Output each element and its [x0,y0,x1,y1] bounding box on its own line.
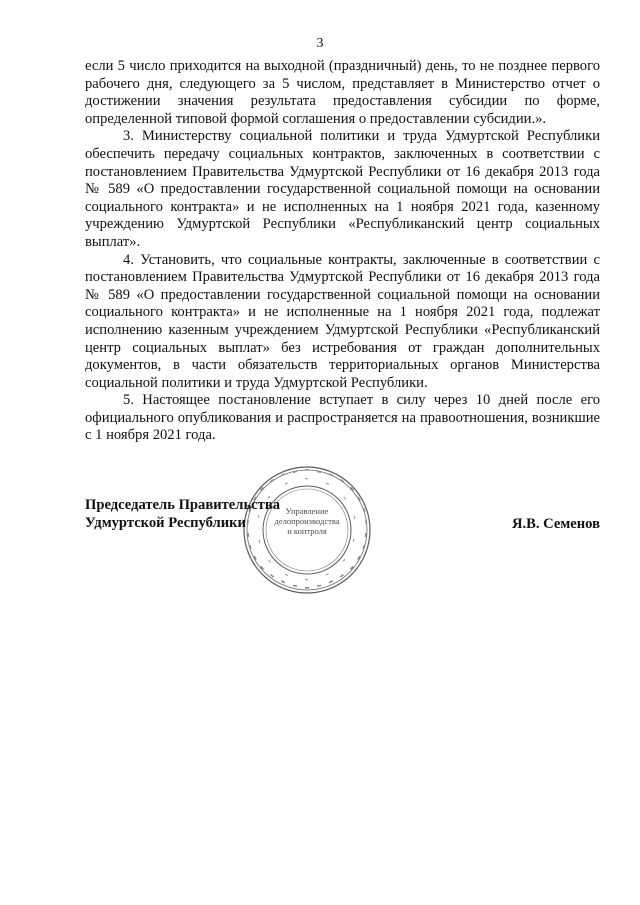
signer-position-line: Председатель Правительства [85,497,281,513]
paragraph-3: 3. Министерству социальной политики и труда Удмуртской Республики обеспечить передачу социальных контрактов, заключенных в соответствии с постановлением Правительства Удмуртской Республики от 16 декабря 2013 года № 589 «О предоставлении государственной социальной помощи на основании социального контракта» и не исполненных на 1 ноября 2021 года, казенному учреждению Удмуртской Республики «Республиканский центр социальных выплат». [85,128,600,250]
stamp-line: и контроля [287,526,327,536]
paragraph-continuation: если 5 число приходится на выходной (праздничный) день, то не позднее первого рабочего дня, следующего за 5 числом, представляет в Министерство отчет о достижении значения результата предоставления субсидии по форме, определенной типовой формой соглашения о предоставлении субсидии.». [85,58,600,127]
document-body [85,58,600,445]
stamp-line: делопроизводства [274,516,340,526]
signer-position-line: Удмуртской Республики [85,515,246,531]
paragraph-5: 5. Настоящее постановление вступает в силу через 10 дней после его официального опубликования и распространяется на правоотношения, возникшие с 1 ноября 2021 года. [85,392,600,444]
signature-block [85,496,600,536]
signer-name: Я.В. Семенов [511,516,600,532]
paragraph-4: 4. Установить, что социальные контракты, заключенные в соответствии с постановлением Правительства Удмуртской Республики от 16 декабря 2013 года № 589 «О предоставлении государственной социальной помощи на основании социального контракта» и не исполненные на 1 ноября 2021 года, подлежат исполнению казенным учреждением Удмуртской Республики «Республиканский центр социальных выплат» без истребования от граждан дополнительных документов, в части обязательств территориальных органов Министерства социальной политики и труда Удмуртской Республики. [85,251,600,391]
stamp-line: Управление [285,506,329,516]
signer-position [85,496,280,532]
page-number: 3 [316,36,324,51]
